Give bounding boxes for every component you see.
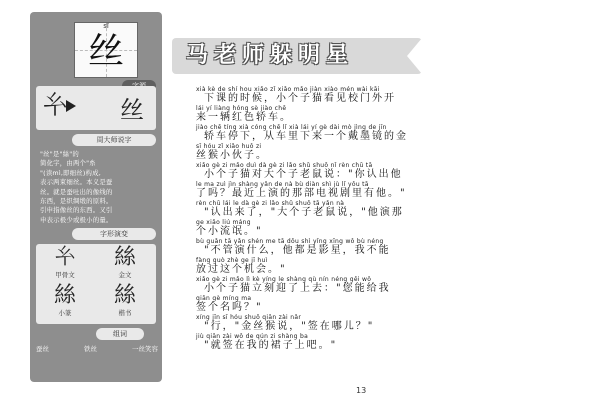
main-character: 丝 bbox=[87, 31, 124, 72]
text-line: "认出来了，"大个子老鼠说，"他演那 bbox=[204, 207, 404, 218]
form-glyph: 絲 bbox=[53, 283, 76, 308]
text-line: 小个子猫对大个子老鼠说："你认出他 bbox=[204, 169, 403, 180]
text-line: 签个名吗？" bbox=[196, 302, 263, 313]
words-tab: 组词 bbox=[96, 328, 144, 340]
text-line: 轿车停下，从车里下来一个戴墨镜的金 bbox=[204, 131, 408, 142]
form-label: 楷书 bbox=[118, 309, 132, 317]
character-card bbox=[74, 22, 138, 78]
explanation-line: 申表示极少或极小的量。 bbox=[40, 215, 113, 224]
text-line: 个小流氓。" bbox=[196, 226, 263, 237]
pinyin-line: jiù qiān zài wǒ de qún zi shàng ba bbox=[196, 333, 309, 340]
text-line: "就签在我的裙子上吧。" bbox=[204, 340, 338, 351]
text-line: 丝猴小伙子。 bbox=[196, 150, 268, 161]
character-explanation bbox=[40, 150, 154, 225]
pinyin-line: sī hóu zǐ xiǎo huǒ zi bbox=[196, 143, 262, 150]
pinyin-line: xíng jīn sī hóu shuō qiān zài nǎr bbox=[196, 314, 302, 321]
form-seal bbox=[36, 284, 94, 317]
pinyin-line: xiǎo gè zi mǎo duì dà gè zi lǎo shǔ shuō nǐ rèn chū tā bbox=[196, 162, 373, 169]
text-line: 下课的时候，小个子猫看见校门外开 bbox=[204, 93, 396, 104]
form-label: 小篆 bbox=[58, 309, 72, 317]
form-label: 金文 bbox=[118, 271, 132, 279]
form-glyph: 絲 bbox=[113, 245, 136, 270]
page-number: 13 bbox=[356, 386, 367, 395]
pinyin-line: le ma zuì jìn shàng yǎn de nà bù diàn shì jù lǐ yǒu tā bbox=[196, 181, 369, 188]
word-item: 一丝笑容 bbox=[132, 345, 158, 353]
explain-tab: 周大师说字 bbox=[72, 134, 156, 146]
word-item: 蚕丝 bbox=[36, 345, 49, 353]
pinyin-line: rèn chū lái le dà gè zi lǎo shǔ shuō tā yǎn nà bbox=[196, 200, 345, 207]
form-label: 甲骨文 bbox=[55, 271, 75, 279]
pinyin-line: fàng guò zhè ge jī huì bbox=[196, 257, 268, 264]
form-oracle bbox=[36, 246, 94, 279]
story-body bbox=[196, 86, 536, 366]
text-line: 了吗？最近上演的那部电视剧里有他。" bbox=[196, 188, 407, 199]
explanation-line: 简化字，由两个"糸 bbox=[40, 159, 96, 168]
forms-tab: 字形演变 bbox=[72, 228, 156, 240]
explanation-line: 表示两束细丝。本义是蚕 bbox=[40, 178, 113, 187]
form-bronze bbox=[96, 246, 154, 279]
character-pinyin: sī bbox=[103, 22, 109, 30]
pinyin-line: qiān gè míng ma bbox=[196, 295, 252, 302]
explanation-line: 引申指像丝的东西。又引 bbox=[40, 206, 113, 215]
arrow-right-icon bbox=[66, 100, 76, 112]
forms-grid bbox=[36, 244, 156, 320]
text-line: "行，"金丝猴说，"签在哪儿？" bbox=[204, 321, 375, 332]
form-glyph: 𢆯 bbox=[53, 245, 76, 270]
word-list bbox=[36, 344, 158, 353]
explanation-line: 丝。就是蚕吐出的像线的 bbox=[40, 187, 113, 196]
explanation-line: "(读mì,即细丝)构成, bbox=[40, 168, 101, 177]
pinyin-line: xià kè de shí hou xiǎo zǐ xiǎo mǎo jiàn xiào mén wài kāi bbox=[196, 86, 380, 93]
explanation-line: "丝"是"絲"的 bbox=[40, 150, 79, 158]
form-glyph: 絲 bbox=[113, 283, 136, 308]
word-item: 铁丝 bbox=[84, 345, 97, 353]
evolution-row bbox=[38, 88, 154, 126]
pinyin-line: lái yí liàng hóng sè jiào chē bbox=[196, 105, 287, 112]
modern-glyph: 丝 bbox=[120, 96, 144, 124]
text-line: 放过这个机会。" bbox=[196, 264, 287, 275]
text-line: 来一辆红色轿车。 bbox=[196, 112, 292, 123]
text-line: 小个子猫立刻迎了上去："您能给我 bbox=[204, 283, 391, 294]
text-line: "不管演什么，他都是影星，我不能 bbox=[204, 245, 391, 256]
story-title: 马老师躲明星 bbox=[186, 43, 355, 68]
pinyin-line: ge xiǎo liú máng bbox=[196, 219, 251, 226]
pinyin-line: xiǎo gè zi mǎo lì kè yíng le shàng qù nín néng gěi wǒ bbox=[196, 276, 372, 283]
form-regular bbox=[96, 284, 154, 317]
pinyin-line: bù guǎn tā yǎn shén me tā dōu shì yǐng xīng wǒ bù néng bbox=[196, 238, 384, 245]
oracle-glyph: 𢆯 bbox=[42, 91, 69, 121]
pinyin-line: jiào chē tíng xià cóng chē lǐ xià lái yí gè dài mò jìng de jīn bbox=[196, 124, 387, 131]
explanation-line: 东西，是织绸缎的原料。 bbox=[40, 197, 113, 206]
